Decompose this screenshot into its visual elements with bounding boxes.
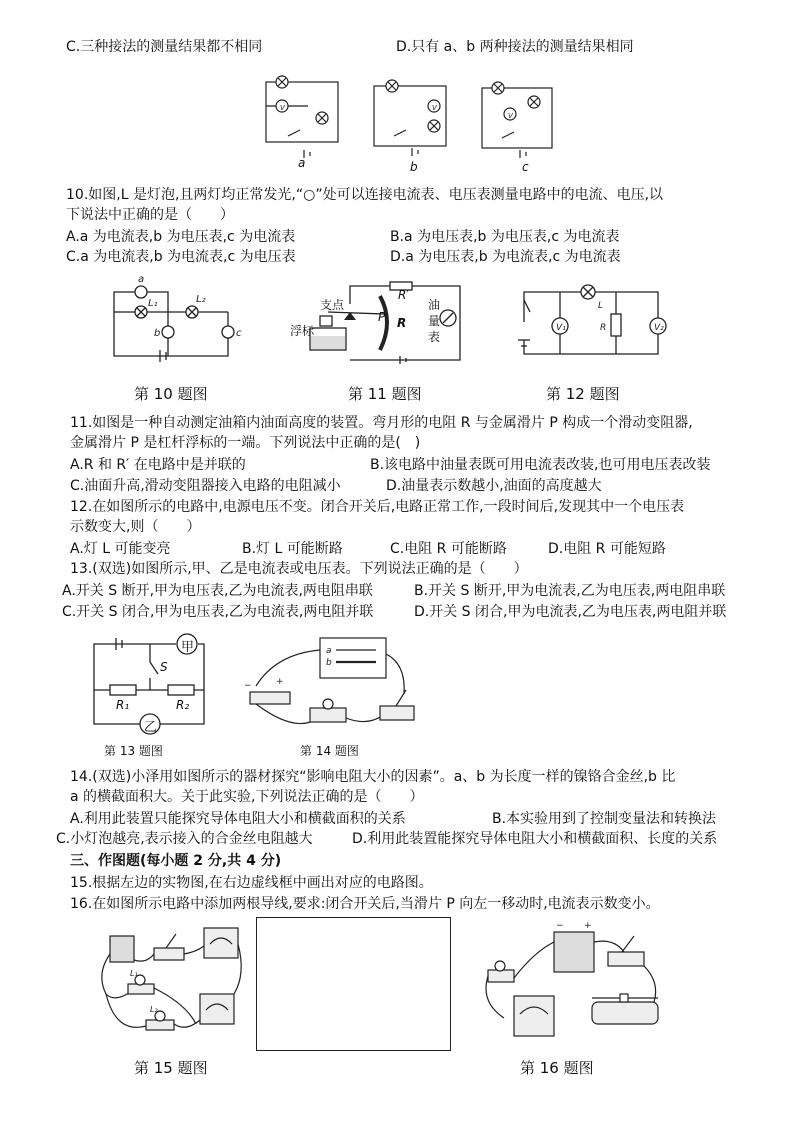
q13-jia-label: 甲: [181, 640, 195, 655]
q16-stem: 16.在如图所示电路中添加两根导线,要求:闭合开关后,当滑片 P 向左一移动时,电流表示数变小。: [70, 896, 660, 912]
q11-float-label: 浮标: [290, 324, 315, 338]
q12-option-d: D.电阻 R 可能短路: [548, 541, 666, 557]
q15-answer-box[interactable]: [256, 917, 451, 1051]
q13-option-b: B.开关 S 断开,甲为电流表,乙为电压表,两电阻串联: [414, 583, 726, 599]
svg-text:L₁: L₁: [130, 969, 138, 978]
svg-text:b: b: [154, 328, 161, 339]
q13-s-label: S: [160, 660, 168, 674]
q13-caption: 第 13 题图: [104, 744, 163, 758]
q13-option-c: C.开关 S 闭合,甲为电压表,乙为电流表,两电阻并联: [62, 604, 374, 620]
q11-caption: 第 11 题图: [348, 385, 422, 403]
svg-text:c: c: [236, 328, 242, 339]
q11-option-b: B.该电路中油量表既可用电流表改装,也可用电压表改装: [370, 457, 711, 473]
q15-caption: 第 15 题图: [134, 1059, 208, 1077]
svg-text:L: L: [598, 301, 604, 311]
svg-text:b: b: [326, 658, 332, 668]
svg-text:V: V: [280, 104, 285, 112]
q13-r1-label: R₁: [116, 698, 130, 712]
q11-p-label: P: [378, 310, 386, 324]
svg-text:+: +: [584, 921, 592, 931]
q14-stem-line1: 14.(双选)小泽用如图所示的器材探究“影响电阻大小的因素”。a、b 为长度一样的镍铬合金丝,b 比: [70, 769, 676, 785]
q10-option-a: A.a 为电流表,b 为电压表,c 为电流表: [66, 229, 296, 245]
q13-r2-label: R₂: [176, 698, 190, 712]
q11-stem-line1: 11.如图是一种自动测定油箱内油面高度的装置。弯月形的电阻 R 与金属滑片 P 构成一个滑动变阻器,: [70, 415, 693, 431]
q12-stem-line1: 12.在如图所示的电路中,电源电压不变。闭合开关后,电路正常工作,一段时间后,发现其中一个电压表: [70, 499, 685, 515]
q16-caption: 第 16 题图: [520, 1059, 594, 1077]
q9-label-b: b: [410, 160, 418, 174]
svg-text:a: a: [326, 646, 332, 656]
q11-rprime-label: R′: [398, 288, 410, 302]
section3-title: 三、作图题(每小题 2 分,共 4 分): [70, 853, 282, 869]
q13-stem: 13.(双选)如图所示,甲、乙是电流表或电压表。下列说法正确的是（ ）: [70, 561, 528, 577]
q13-option-a: A.开关 S 断开,甲为电压表,乙为电流表,两电阻串联: [62, 583, 373, 599]
svg-text:L₁: L₁: [148, 298, 158, 309]
q11-oil-label-1: 油: [428, 298, 441, 312]
q14-stem-line2: a 的横截面积大。关于此实验,下列说法正确的是（ ）: [70, 789, 424, 805]
q15-stem: 15.根据左边的实物图,在右边虚线框中画出对应的电路图。: [70, 875, 433, 891]
svg-text:−: −: [556, 921, 564, 931]
svg-text:+: +: [276, 677, 284, 687]
q11-fulcrum-label: 支点: [320, 298, 345, 312]
q14-option-d: D.利用此装置能探究导体电阻大小和横截面积、长度的关系: [352, 831, 718, 847]
svg-text:R: R: [600, 323, 607, 333]
q13-option-d: D.开关 S 闭合,甲为电流表,乙为电压表,两电阻并联: [414, 604, 727, 620]
q11-oil-label-3: 表: [428, 330, 441, 344]
svg-text:V: V: [508, 112, 513, 120]
q14-option-b: B.本实验用到了控制变量法和转换法: [492, 811, 717, 827]
q10-option-b: B.a 为电压表,b 为电压表,c 为电流表: [390, 229, 620, 245]
svg-text:V₂: V₂: [654, 323, 664, 333]
q15-physical-circuit-figure: [96, 924, 246, 1050]
q11-option-d: D.油量表示数越小,油面的高度越大: [386, 478, 602, 494]
q11-oil-label-2: 量: [428, 314, 441, 328]
q11-option-a: A.R 和 R′ 在电路中是并联的: [70, 457, 246, 473]
q12-caption: 第 12 题图: [546, 385, 620, 403]
q10-stem-line1: 10.如图,L 是灯泡,且两灯均正常发光,“○”处可以连接电流表、电压表测量电路中的电流、电压,以: [66, 187, 664, 203]
q12-circuit-figure: [516, 282, 666, 360]
q14-option-c: C.小灯泡越亮,表示接入的合金丝电阻越大: [56, 831, 313, 847]
q9-option-d: D.只有 a、b 两种接法的测量结果相同: [396, 39, 634, 55]
q16-physical-circuit-figure: [484, 922, 664, 1040]
q11-stem-line2: 金属滑片 P 是杠杆浮标的一端。下列说法中正确的是( ): [70, 435, 421, 451]
q9-label-c: c: [522, 160, 529, 174]
q9-label-a: a: [298, 156, 306, 170]
q13-yi-label: 乙: [144, 720, 158, 735]
q10-option-d: D.a 为电压表,b 为电流表,c 为电流表: [390, 249, 621, 265]
q11-r-label: R: [397, 316, 407, 330]
q12-option-a: A.灯 L 可能变亮: [70, 541, 171, 557]
svg-text:V₁: V₁: [556, 323, 566, 333]
q14-caption: 第 14 题图: [300, 744, 359, 758]
svg-text:−: −: [244, 681, 252, 691]
q12-stem-line2: 示数变大,则（ ）: [70, 519, 201, 535]
q12-option-b: B.灯 L 可能断路: [242, 541, 343, 557]
svg-text:L₂: L₂: [150, 1005, 158, 1014]
q9-option-c: C.三种接法的测量结果都不相同: [66, 39, 263, 55]
q14-apparatus-figure: [236, 634, 436, 734]
svg-text:a: a: [138, 274, 145, 285]
q11-option-c: C.油面升高,滑动变阻器接入电路的电阻减小: [70, 478, 341, 494]
svg-text:L₂: L₂: [196, 294, 206, 305]
q10-stem-line2: 下说法中正确的是（ ）: [66, 207, 234, 223]
q10-option-c: C.a 为电流表,b 为电流表,c 为电压表: [66, 249, 296, 265]
q10-caption: 第 10 题图: [134, 385, 208, 403]
q12-option-c: C.电阻 R 可能断路: [390, 541, 507, 557]
q14-option-a: A.利用此装置只能探究导体电阻大小和横截面积的关系: [70, 811, 406, 827]
q10-circuit-figure: [108, 272, 242, 362]
svg-text:V: V: [432, 104, 437, 112]
